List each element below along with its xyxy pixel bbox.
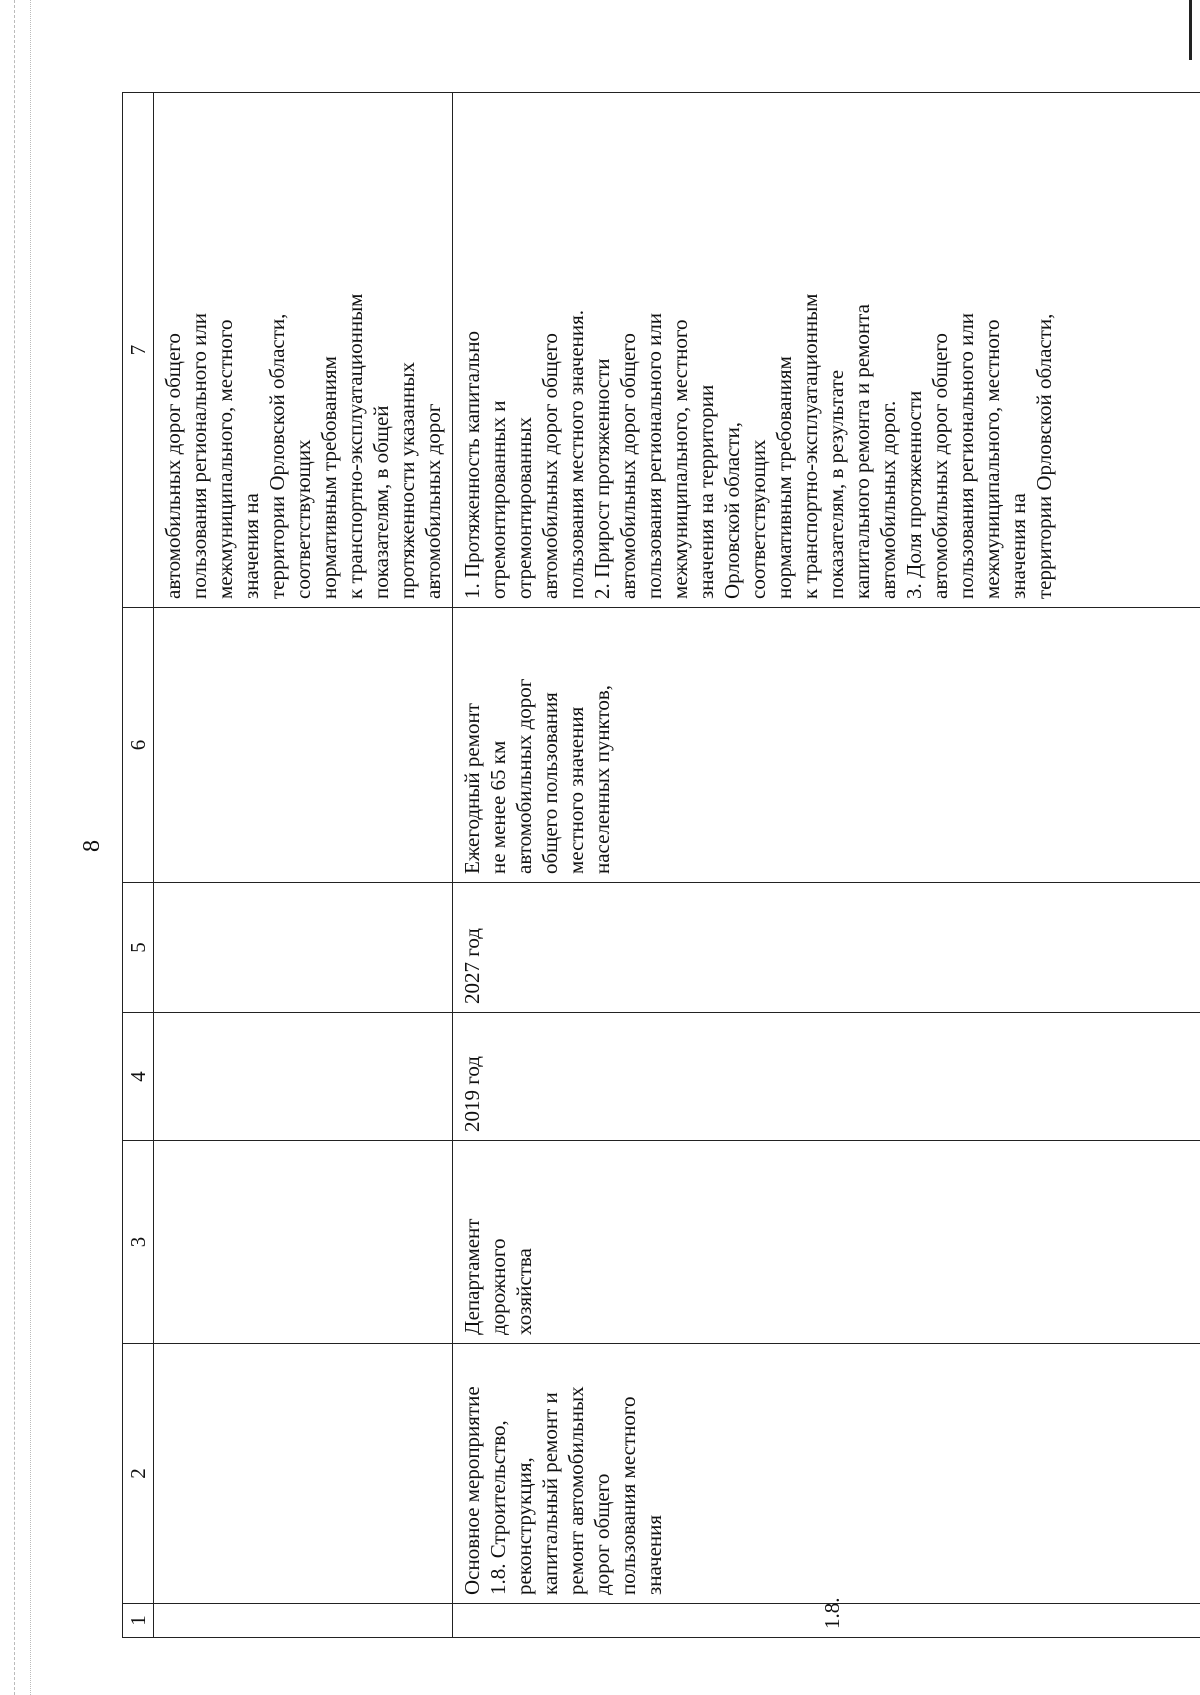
cell-activity: Основное мероприятие 1.8. Строительство, реконструкция, капитальный ремонт и ремонт автомобильных дорог общего пользования местного значения <box>453 1344 1200 1604</box>
cell-start-year <box>154 1013 453 1141</box>
cell-end-year: 2027 год <box>453 883 1200 1013</box>
page-number: 8 <box>79 840 105 852</box>
header-col-4: 4 <box>123 1013 154 1141</box>
header-row <box>123 93 154 1638</box>
scan-edge-line <box>14 0 15 1695</box>
program-table-rotated <box>122 93 1200 1638</box>
table-row <box>453 93 1200 1638</box>
header-col-2: 2 <box>123 1344 154 1604</box>
header-col-3: 3 <box>123 1141 154 1344</box>
cell-number: 1.8. <box>453 1604 1200 1638</box>
cell-result <box>154 608 453 883</box>
header-col-1: 1 <box>123 1604 154 1638</box>
cell-number <box>154 1604 453 1638</box>
table-row <box>154 93 453 1638</box>
cell-result: Ежегодный ремонт не менее 65 км автомобильных дорог общего пользования местного значения населенных пунктов, <box>453 608 1200 883</box>
scan-margin-mark <box>1189 0 1192 60</box>
cell-executor: Департамент дорожного хозяйства <box>453 1141 1200 1344</box>
header-col-5: 5 <box>123 883 154 1013</box>
cell-executor <box>154 1141 453 1344</box>
program-table <box>122 92 1200 1638</box>
cell-start-year: 2019 год <box>453 1013 1200 1141</box>
cell-indicators: 1. Протяженность капитально отремонтированных и отремонтированных автомобильных дорог общего пользования местного значения. 2. Прирост протяженности автомобильных дорог общего пользования регионального или межмуниципального, местного значения на территории Орловской области, соответствующих нормативным требованиям к транспортно-эксплуатационным показателям, в результате капитального ремонта и ремонта автомобильных дорог. 3. Доля протяженности автомобильных дорог общего пользования регионального или межмуниципального, местного значения на территории Орловской области, <box>453 93 1200 608</box>
header-col-6: 6 <box>123 608 154 883</box>
cell-end-year <box>154 883 453 1013</box>
header-col-7: 7 <box>123 93 154 608</box>
scan-edge-line <box>30 0 31 1695</box>
cell-activity <box>154 1344 453 1604</box>
cell-indicators: автомобильных дорог общего пользования регионального или межмуниципального, местного значения на территории Орловской области, соответствующих нормативным требованиям к транспортно-эксплуатационным показателям, в общей протяженности указанных автомобильных дорог <box>154 93 453 608</box>
